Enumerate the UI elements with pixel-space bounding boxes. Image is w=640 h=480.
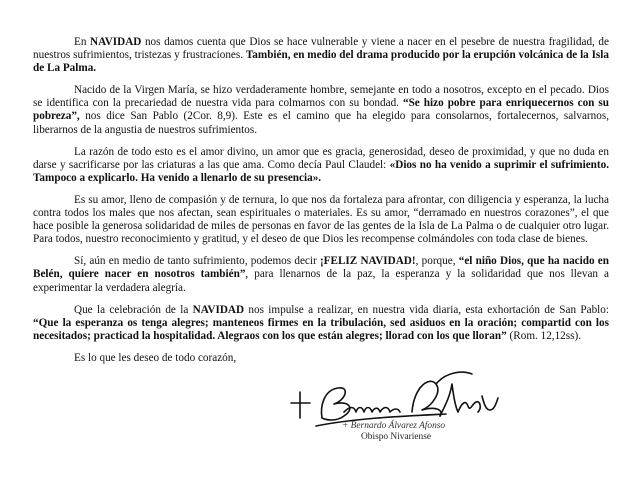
- body-text: (Rom. 12,12ss).: [506, 329, 582, 342]
- paragraph-6: [33, 304, 609, 343]
- letter-body: [33, 36, 609, 365]
- cross-mark: +: [342, 421, 351, 431]
- paragraph-3: [33, 146, 609, 185]
- paragraph-4: [33, 194, 609, 246]
- body-text: La razón de todo esto es el amor divino, un amor que es gracia, generosidad, deseo de proximidad, y que no duda en darse y sacrificarse por las criaturas a las que ama. Como decía Paul Claudel:: [33, 145, 609, 171]
- signer-title: Obispo Nivariense: [361, 432, 432, 442]
- emphasis-text: “Se hizo pobre para enriquecernos con su pobreza”,: [33, 97, 609, 123]
- emphasis-text: “el niño Dios, que ha nacido en Belén, quiere nacer en nosotros también”: [33, 255, 609, 281]
- emphasis-text: También, en medio del drama producido por la erupción volcánica de la Isla de La Palma.: [33, 49, 609, 75]
- emphasis-text: NAVIDAD: [90, 36, 142, 48]
- emphasis-text: “Que la esperanza os tenga alegres; manteneos firmes en la tribulación, sed asiduos en la oración; compartid con los necesitados; practicad la hospitalidad. Alegraos con los que están alegres; llorad con los que lloran”: [33, 316, 609, 342]
- paragraph-5: [33, 255, 609, 294]
- signer-name: + Bernardo Álvarez Afonso: [342, 421, 446, 431]
- emphasis-text: «Dios no ha venido a suprimir el sufrimiento. Tampoco a explicarlo. Ha venido a llenarlo de su presencia».: [33, 158, 610, 184]
- body-text: nos impulse a realizar, en nuestra vida diaria, esta exhortación de San Pablo:: [244, 303, 609, 316]
- body-text: nos dice San Pablo (2Cor. 8,9). Este es el camino que ha elegido para consolarnos, fortalecernos, salvarnos, liberarnos de la angustia de nuestros sufrimientos.: [33, 110, 609, 136]
- body-text: , porque,: [415, 255, 459, 268]
- body-text: Sí, aún en medio de tanto sufrimiento, podemos decir: [74, 255, 320, 268]
- body-text: Que la celebración de la: [74, 303, 193, 316]
- paragraph-2: [33, 84, 609, 136]
- body-text: Nacido de la Virgen María, se hizo verdaderamente hombre, semejante en todo a nosotros, excepto en el pecado. Dios se identifica con la precariedad de nuestra vida para colmarnos con su bondad.: [33, 84, 609, 110]
- body-text: , para llenarnos de la paz, la esperanza y la solidaridad que nos llevan a experimentar la verdadera alegría.: [33, 268, 609, 294]
- body-text: En: [74, 36, 90, 48]
- paragraph-1: [33, 36, 609, 75]
- emphasis-text: ¡FELIZ NAVIDAD!: [319, 255, 416, 268]
- body-text: Es su amor, lleno de compasión y de ternura, lo que nos da fortaleza para afrontar, con diligencia y esperanza, la lucha contra todos los males que nos afectan, sean espirituales o materiales. Es su amor, “derramado en nuestros corazones”, el que hace posible la generosa solidaridad de miles de personas en favor de las gentes de la Isla de La Palma o de cualquier otro lugar. Para todos, nuestro reconocimiento y gratitud, y el deseo de que Dios les recompense colmándoles con toda clase de bienes.: [33, 193, 609, 246]
- body-text: nos damos cuenta que Dios se hace vulnerable y viene a nacer en el pesebre de nuestra fragilidad, de nuestros sufrimientos, tristezas y frustraciones.: [33, 36, 609, 62]
- closing-line: Es lo que les deseo de todo corazón,: [74, 351, 237, 364]
- emphasis-text: NAVIDAD: [192, 303, 245, 316]
